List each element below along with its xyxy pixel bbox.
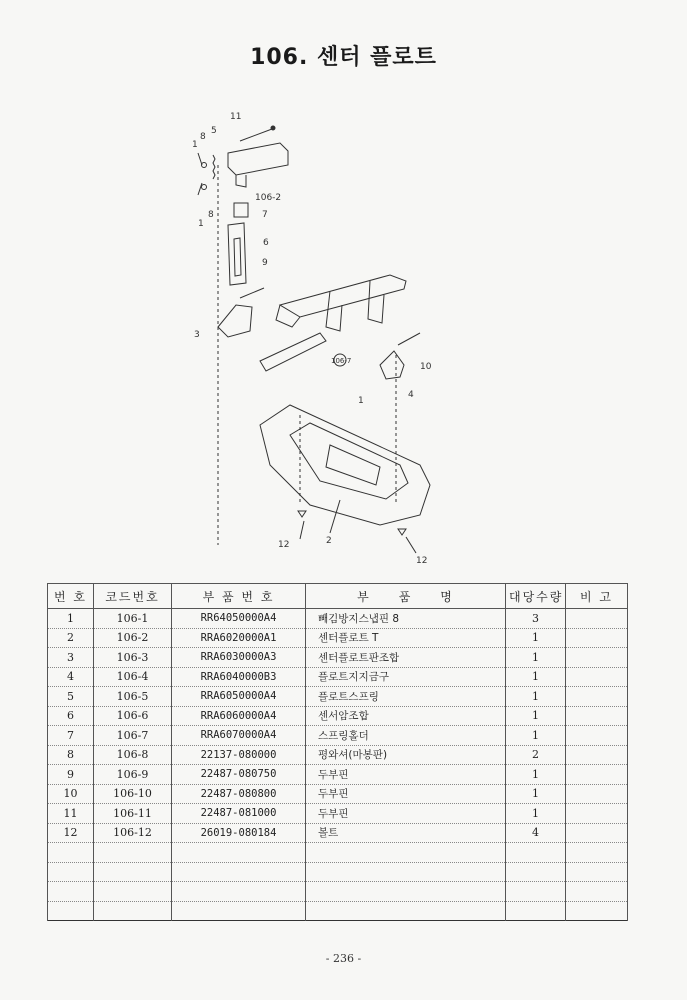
callout-106-7: 106-7 — [331, 357, 352, 365]
cell-qty — [506, 862, 566, 882]
callout-4: 4 — [408, 390, 414, 400]
cell-part-no — [172, 862, 306, 882]
cell-no — [48, 882, 94, 902]
callout-1b: 1 — [198, 219, 204, 229]
callout-8b: 8 — [208, 210, 214, 220]
cell-qty: 1 — [506, 687, 566, 707]
bracket-3 — [218, 305, 252, 337]
callout-12b: 12 — [416, 556, 428, 566]
cell-note — [566, 687, 628, 707]
cell-name: 플로트지지금구 — [306, 667, 506, 687]
cell-qty: 1 — [506, 648, 566, 668]
cell-no: 8 — [48, 745, 94, 765]
callout-2: 2 — [326, 536, 332, 546]
table-row — [48, 804, 628, 824]
table-row — [48, 784, 628, 804]
cell-name: 빼김방지스냅핀 8 — [306, 609, 506, 629]
cell-no — [48, 862, 94, 882]
cell-qty — [506, 843, 566, 863]
cell-note — [566, 784, 628, 804]
cell-code: 106-8 — [94, 745, 172, 765]
cell-name: 센서암조합 — [306, 706, 506, 726]
cell-name — [306, 843, 506, 863]
cell-note — [566, 726, 628, 746]
table-row — [48, 862, 628, 882]
washer-8a — [202, 163, 207, 168]
bolt-11 — [240, 129, 272, 141]
cell-qty: 1 — [506, 765, 566, 785]
cell-qty: 1 — [506, 804, 566, 824]
cell-note — [566, 628, 628, 648]
bolt-12b — [398, 529, 406, 535]
cell-qty: 4 — [506, 823, 566, 843]
table-row — [48, 843, 628, 863]
cell-qty: 2 — [506, 745, 566, 765]
table-row — [48, 609, 628, 629]
cell-qty — [506, 882, 566, 902]
cell-note — [566, 765, 628, 785]
cell-note — [566, 843, 628, 863]
cell-part-no: RR64050000A4 — [172, 609, 306, 629]
spring-5 — [213, 155, 215, 179]
cell-code: 106-1 — [94, 609, 172, 629]
cell-part-no: 22487-080800 — [172, 784, 306, 804]
cell-name: 두부핀 — [306, 804, 506, 824]
callout-11: 11 — [230, 112, 242, 122]
cell-note — [566, 745, 628, 765]
pin-1b — [198, 183, 202, 195]
cell-name: 스프링홀더 — [306, 726, 506, 746]
cell-part-no: 26019-080184 — [172, 823, 306, 843]
callout-3: 3 — [194, 330, 200, 340]
cell-no: 1 — [48, 609, 94, 629]
cell-qty: 1 — [506, 667, 566, 687]
cell-part-no: RRA6060000A4 — [172, 706, 306, 726]
cell-qty: 1 — [506, 706, 566, 726]
table-row — [48, 745, 628, 765]
cell-name: 플로트스프링 — [306, 687, 506, 707]
cell-code: 106-7 — [94, 726, 172, 746]
table-row — [48, 765, 628, 785]
cell-name — [306, 862, 506, 882]
cell-no: 12 — [48, 823, 94, 843]
cell-code — [94, 843, 172, 863]
table-row — [48, 667, 628, 687]
cell-code: 106-3 — [94, 648, 172, 668]
cell-part-no — [172, 843, 306, 863]
header-note: 비 고 — [566, 584, 628, 609]
cell-name: 센터플로트판조합 — [306, 648, 506, 668]
bolt-9 — [240, 288, 264, 298]
cell-name: 볼트 — [306, 823, 506, 843]
cell-qty: 1 — [506, 784, 566, 804]
cell-part-no: 22487-080750 — [172, 765, 306, 785]
cell-code: 106-6 — [94, 706, 172, 726]
callout-106-2: 106-2 — [255, 193, 282, 203]
bolt-10 — [398, 333, 420, 345]
table-row — [48, 706, 628, 726]
cell-code: 106-12 — [94, 823, 172, 843]
float-plate — [260, 405, 430, 525]
support-4 — [380, 351, 404, 379]
cell-name: 센터플로트 T — [306, 628, 506, 648]
spring-holder-7 — [234, 203, 248, 217]
header-code: 코드번호 — [94, 584, 172, 609]
cell-note — [566, 609, 628, 629]
callout-12a: 12 — [278, 540, 290, 550]
exploded-parts-diagram — [180, 105, 460, 575]
sensor-arm-top — [228, 143, 288, 175]
cell-name — [306, 882, 506, 902]
cell-note — [566, 648, 628, 668]
cell-part-no — [172, 882, 306, 902]
table-row — [48, 648, 628, 668]
cell-part-no: RRA6020000A1 — [172, 628, 306, 648]
callout-7: 7 — [262, 210, 268, 220]
diagram-svg — [180, 105, 460, 575]
cell-code: 106-9 — [94, 765, 172, 785]
callout-10: 10 — [420, 362, 432, 372]
cell-note — [566, 706, 628, 726]
cell-code: 106-2 — [94, 628, 172, 648]
cell-no: 2 — [48, 628, 94, 648]
callout-1c: 1 — [358, 396, 364, 406]
callout-1a: 1 — [192, 140, 198, 150]
cell-code: 106-11 — [94, 804, 172, 824]
cell-code: 106-4 — [94, 667, 172, 687]
callout-9: 9 — [262, 258, 268, 268]
table-row — [48, 628, 628, 648]
table-row — [48, 726, 628, 746]
float-t-lower — [260, 333, 326, 371]
table-row — [48, 901, 628, 921]
washer-8b — [202, 185, 207, 190]
cell-code: 106-10 — [94, 784, 172, 804]
table-header-row — [48, 584, 628, 609]
cell-note — [566, 862, 628, 882]
callout-5: 5 — [211, 126, 217, 136]
cell-note — [566, 823, 628, 843]
cell-part-no: RRA6030000A3 — [172, 648, 306, 668]
cell-part-no: RRA6050000A4 — [172, 687, 306, 707]
pin-1a — [198, 153, 202, 165]
cell-code — [94, 882, 172, 902]
cell-note — [566, 882, 628, 902]
cell-name: 평와셔(마봉판) — [306, 745, 506, 765]
page-title: 106. 센터 플로트 — [250, 45, 437, 70]
cell-no: 10 — [48, 784, 94, 804]
cell-note — [566, 901, 628, 921]
bolt-12a — [298, 511, 306, 517]
cell-no — [48, 843, 94, 863]
cell-part-no: 22487-081000 — [172, 804, 306, 824]
header-part-no: 부 품 번 호 — [172, 584, 306, 609]
cell-qty — [506, 901, 566, 921]
cell-note — [566, 804, 628, 824]
cell-note — [566, 667, 628, 687]
cell-code — [94, 901, 172, 921]
parts-table — [47, 583, 628, 921]
cell-no: 5 — [48, 687, 94, 707]
cell-qty: 1 — [506, 726, 566, 746]
cell-no: 9 — [48, 765, 94, 785]
cell-part-no — [172, 901, 306, 921]
callout-8a: 8 — [200, 132, 206, 142]
cell-no: 11 — [48, 804, 94, 824]
cell-part-no: 22137-080000 — [172, 745, 306, 765]
cell-code: 106-5 — [94, 687, 172, 707]
cell-qty: 3 — [506, 609, 566, 629]
cell-no — [48, 901, 94, 921]
cell-qty: 1 — [506, 628, 566, 648]
cell-part-no: RRA6070000A4 — [172, 726, 306, 746]
table-body — [48, 609, 628, 921]
table-row — [48, 882, 628, 902]
cell-no: 4 — [48, 667, 94, 687]
table-row — [48, 823, 628, 843]
cell-name — [306, 901, 506, 921]
cell-name: 두부핀 — [306, 784, 506, 804]
page-number: - 236 - — [325, 952, 362, 965]
header-no: 번 호 — [48, 584, 94, 609]
cell-code — [94, 862, 172, 882]
callout-6: 6 — [263, 238, 269, 248]
cell-name: 두부핀 — [306, 765, 506, 785]
header-part-name: 부 품 명 — [306, 584, 506, 609]
header-qty: 대당수량 — [506, 584, 566, 609]
cell-no: 3 — [48, 648, 94, 668]
cell-no: 7 — [48, 726, 94, 746]
table-row — [48, 687, 628, 707]
cell-part-no: RRA6040000B3 — [172, 667, 306, 687]
cell-no: 6 — [48, 706, 94, 726]
float-t-bar — [280, 275, 406, 317]
